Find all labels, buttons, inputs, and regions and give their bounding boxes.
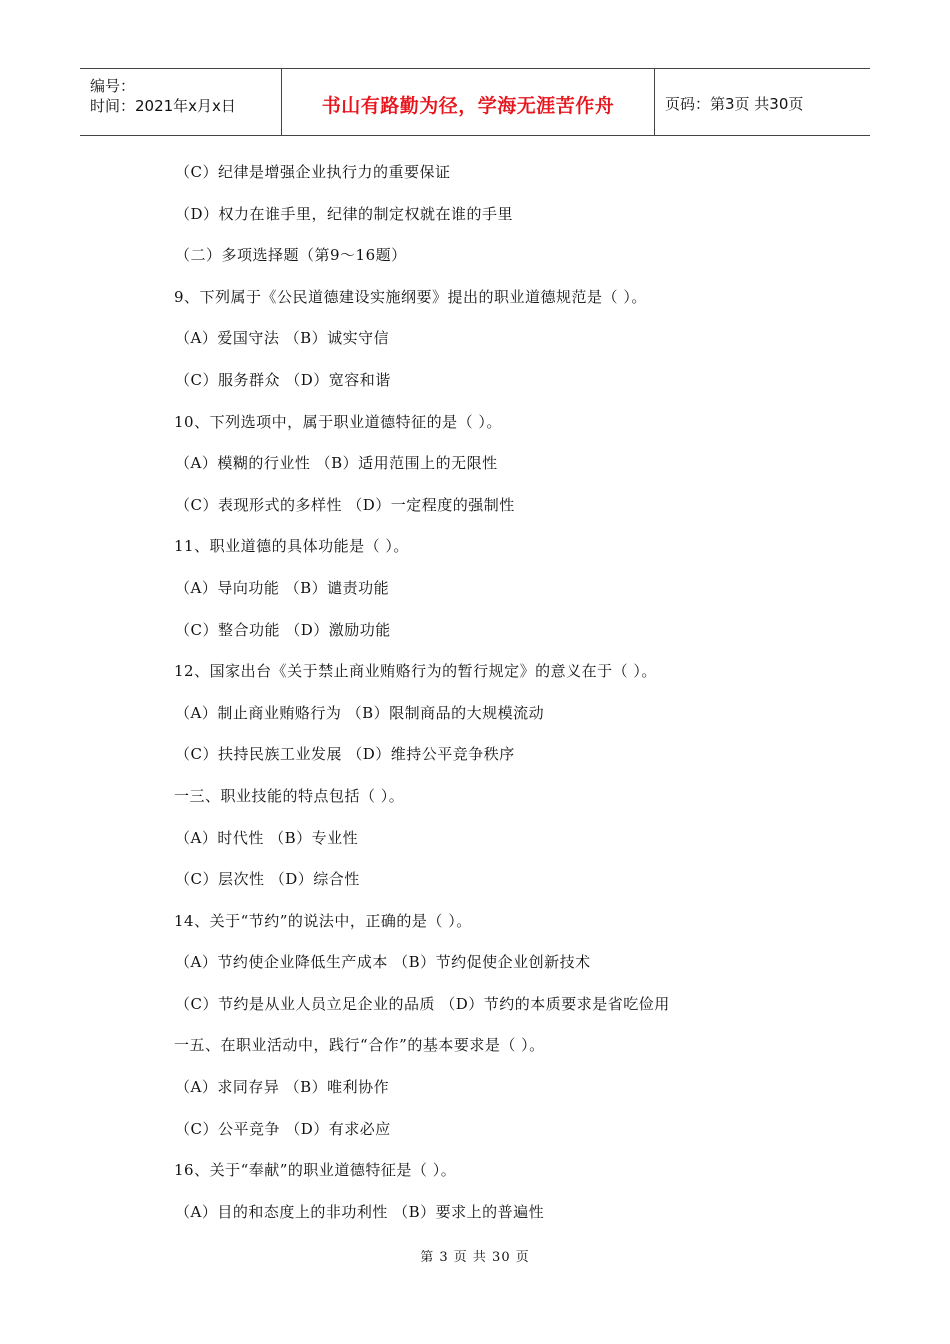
header-page-number: 页码：第3页 共30页 (665, 95, 804, 113)
option-line: （A）导向功能 （B）谴责功能 (175, 578, 390, 597)
question-line: 11、职业道德的具体功能是（ ）。 (174, 537, 409, 556)
section-heading: （二）多项选择题（第9～16题） (175, 246, 407, 265)
option-line: （A）时代性 （B）专业性 (175, 828, 359, 847)
question-line: 一三、职业技能的特点包括（ ）。 (174, 786, 405, 805)
option-line: （C）服务群众 （D）宽容和谐 (175, 370, 391, 389)
question-line: 14、关于“节约”的说法中，正确的是（ ）。 (174, 911, 472, 930)
page-footer: 第 3 页 共 30 页 (420, 1250, 530, 1265)
option-line: （C）节约是从业人员立足企业的品质 （D）节约的本质要求是省吃俭用 (175, 994, 670, 1013)
option-line: （A）目的和态度上的非功利性 （B）要求上的普遍性 (175, 1202, 545, 1221)
header-meta-cell (80, 69, 282, 135)
question-line: 9、下列属于《公民道德建设实施纲要》提出的职业道德规范是（ ）。 (174, 287, 647, 306)
option-line: （D）权力在谁手里，纪律的制定权就在谁的手里 (175, 204, 514, 223)
option-line: （C）整合功能 （D）激励功能 (175, 620, 391, 639)
header-motto-cell (282, 69, 655, 135)
option-line: （A）制止商业贿赂行为 （B）限制商品的大规模流动 (175, 703, 545, 722)
option-line: （C）纪律是增强企业执行力的重要保证 (175, 163, 451, 181)
option-line: （C）表现形式的多样性 （D）一定程度的强制性 (175, 495, 515, 514)
header-motto: 书山有路勤为径，学海无涯苦作舟 (321, 95, 615, 117)
option-line: （A）求同存异 （B）唯利协作 (175, 1078, 390, 1097)
header-page-cell (655, 69, 870, 135)
page-header (80, 68, 870, 136)
question-line: 10、下列选项中，属于职业道德特征的是（ ）。 (174, 412, 502, 431)
document-date-label: 时间：2021年x月x日 (90, 97, 236, 115)
option-line: （C）公平竞争 （D）有求必应 (175, 1119, 391, 1138)
question-line: 一五、在职业活动中，践行“合作”的基本要求是（ ）。 (174, 1036, 545, 1055)
document-number-label: 编号： (90, 77, 136, 95)
option-line: （A）爱国守法 （B）诚实守信 (175, 329, 390, 348)
question-line: 12、国家出台《关于禁止商业贿赂行为的暂行规定》的意义在于（ ）。 (174, 662, 657, 681)
option-line: （A）模糊的行业性 （B）适用范围上的无限性 (175, 454, 498, 473)
question-line: 16、关于“奉献”的职业道德特征是（ ）。 (174, 1161, 457, 1180)
option-line: （C）扶持民族工业发展 （D）维持公平竞争秩序 (175, 745, 515, 764)
option-line: （C）层次性 （D）综合性 (175, 870, 360, 889)
document-body (175, 155, 875, 1236)
option-line: （A）节约使企业降低生产成本 （B）节约促使企业创新技术 (175, 953, 591, 972)
